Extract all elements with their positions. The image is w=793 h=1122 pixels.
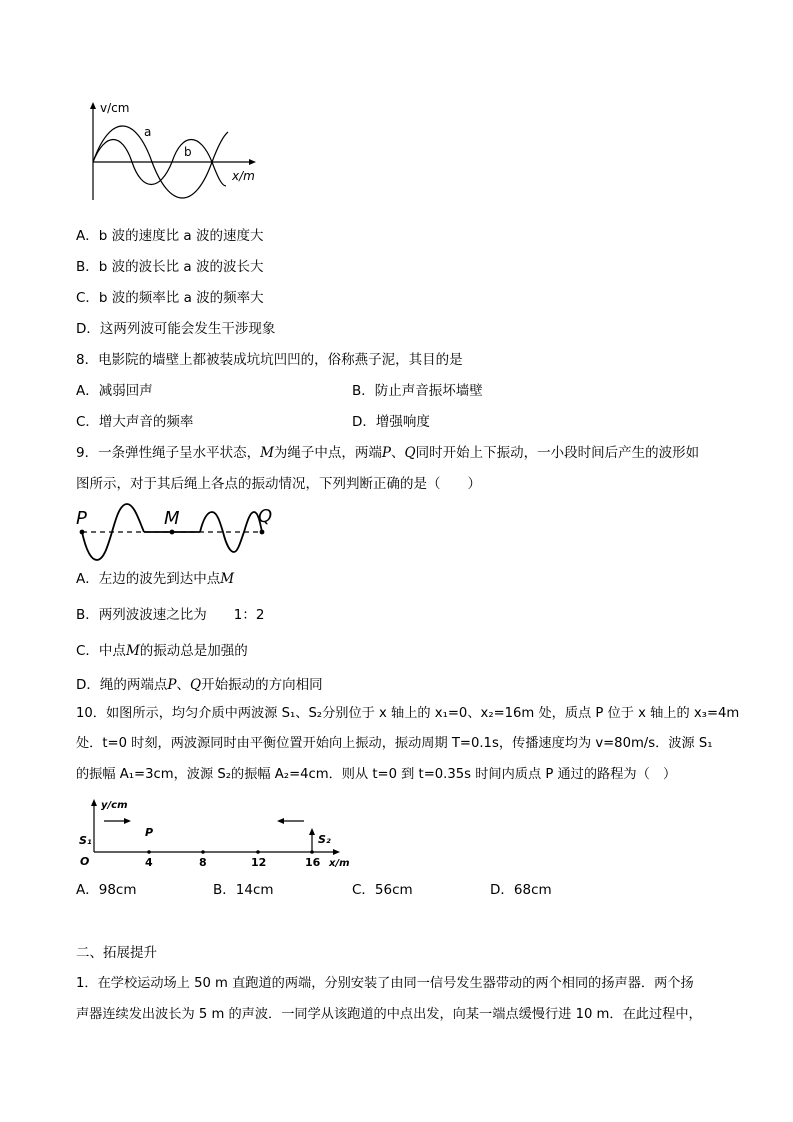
q9-stem-sep: 、 bbox=[391, 445, 405, 461]
tick-8-dot bbox=[201, 850, 205, 854]
wave-sources-figure bbox=[74, 794, 364, 870]
q9-stem-part3: 同时开始上下振动，一小段时间后产生的波形如 bbox=[415, 445, 700, 461]
q9-stem-P: P bbox=[381, 445, 392, 461]
q10-stem-line1: 10．如图所示，均匀介质中两波源 S₁、S₂分别位于 x 轴上的 x₁=0、x₂=16m 处，质点 P 位于 x 轴上的 x₃=4m bbox=[76, 706, 740, 721]
q8-stem: 8．电影院的墙壁上都被装成坑坑凹凹的，俗称燕子泥，其目的是 bbox=[76, 352, 463, 368]
q10-option-d: D．68cm bbox=[490, 882, 552, 898]
point-M-dot bbox=[170, 530, 175, 535]
q10-stem-line3: 的振幅 A₁=3cm，波源 S₂的振幅 A₂=4cm．则从 t=0 到 t=0.35s 时间内质点 P 通过的路程为（ ） bbox=[76, 767, 677, 782]
label-P: P bbox=[76, 508, 87, 529]
q9-stem-Q: Q bbox=[404, 445, 416, 461]
tick-4-dot bbox=[147, 850, 151, 854]
q8-option-c: C．增大声音的频率 bbox=[76, 414, 194, 430]
section2-q1-line1: 1．在学校运动场上 50 m 直跑道的两端，分别安装了由同一信号发生器带动的两个相同的扬声器．两个扬 bbox=[76, 976, 694, 991]
q8-option-a: A．减弱回声 bbox=[76, 383, 153, 399]
q9-option-c-part1: C．中点 bbox=[76, 643, 126, 659]
q10-stem-line2: 处．t=0 时刻，两波源同时由平衡位置开始向上振动，振动周期 T=0.1s，传播速度均为 v=80m/s．波源 S₁ bbox=[76, 736, 713, 751]
q9-option-b: B．两列波波速之比为 1：2 bbox=[76, 607, 265, 623]
label-Q: Q bbox=[258, 506, 273, 527]
section2-heading: 二、拓展提升 bbox=[76, 945, 157, 961]
q10-option-c: C．56cm bbox=[352, 882, 413, 898]
q9-option-a-text: A．左边的波先到达中点 bbox=[76, 571, 221, 587]
q9-option-d bbox=[76, 675, 323, 695]
point-P-dot bbox=[80, 530, 85, 535]
fig3-xlabel: x/m bbox=[329, 858, 350, 869]
tick-16-dot bbox=[310, 850, 314, 854]
tick-12-dot bbox=[256, 850, 260, 854]
fig1-xlabel: x/m bbox=[232, 169, 255, 183]
y-axis-arrow bbox=[90, 102, 96, 109]
wave-ab-figure bbox=[80, 98, 270, 208]
source-S2-arrow-head bbox=[309, 828, 315, 835]
q9-stem-line2: 图所示，对于其后绳上各点的振动情况，下列判断正确的是（ ） bbox=[76, 476, 481, 492]
label-S2: S₂ bbox=[318, 833, 331, 846]
label-origin: O bbox=[80, 855, 90, 868]
q7-option-a: A．b 波的速度比 a 波的速度大 bbox=[76, 228, 264, 244]
point-Q-dot bbox=[260, 530, 265, 535]
q9-option-c-part2: 的振动总是加强的 bbox=[139, 643, 248, 659]
q9-stem-line1 bbox=[76, 443, 699, 463]
q7-option-d: D．这两列波可能会发生干涉现象 bbox=[76, 321, 276, 337]
label-M: M bbox=[164, 508, 180, 529]
q10-option-a: A．98cm bbox=[76, 882, 137, 898]
arrow-left-head bbox=[277, 818, 284, 824]
fig1-label-b: b bbox=[184, 145, 192, 159]
q7-option-c: C．b 波的频率比 a 波的频率大 bbox=[76, 290, 264, 306]
q9-stem-part2: 为绳子中点，两端 bbox=[273, 445, 382, 461]
q9-stem-M: M bbox=[260, 445, 274, 461]
q9-option-c-M: M bbox=[125, 643, 140, 659]
fig1-label-a: a bbox=[144, 125, 152, 139]
q10-option-b: B．14cm bbox=[213, 882, 274, 898]
arrow-right-head bbox=[124, 818, 131, 824]
tick-label-12: 12 bbox=[251, 856, 267, 869]
q9-option-a-M: M bbox=[220, 571, 235, 587]
q9-option-d-P: P bbox=[167, 677, 177, 693]
fig3-y-axis-arrow bbox=[91, 799, 97, 806]
q9-option-d-part1: D．绳的两端点 bbox=[76, 677, 168, 693]
q8-option-d: D．增强响度 bbox=[352, 414, 430, 430]
q9-option-a bbox=[76, 569, 234, 589]
tick-label-16: 16 bbox=[305, 856, 321, 869]
tick-label-4: 4 bbox=[145, 856, 153, 869]
label-P: P bbox=[145, 826, 154, 839]
section2-q1-line2: 声器连续发出波长为 5 m 的声波．一同学从该跑道的中点出发，向某一端点缓慢行进 10 m．在此过程中， bbox=[76, 1007, 702, 1022]
q8-option-b: B．防止声音振坏墙壁 bbox=[352, 383, 483, 399]
q7-option-b: B．b 波的波长比 a 波的波长大 bbox=[76, 259, 264, 275]
fig1-ylabel: v/cm bbox=[100, 101, 130, 115]
q9-option-c bbox=[76, 641, 248, 661]
tick-label-8: 8 bbox=[199, 856, 207, 869]
rope-wave-figure bbox=[72, 500, 282, 568]
q9-stem-part1: 9．一条弹性绳子呈水平状态， bbox=[76, 445, 261, 461]
q9-option-d-Q: Q bbox=[190, 677, 202, 693]
label-S1: S₁ bbox=[79, 834, 92, 847]
q9-option-d-part2: 开始振动的方向相同 bbox=[201, 677, 323, 693]
x-axis-arrow bbox=[249, 159, 256, 165]
fig3-ylabel: y/cm bbox=[101, 800, 128, 811]
q9-option-d-sep: 、 bbox=[176, 677, 190, 693]
fig3-x-axis-arrow bbox=[333, 849, 340, 855]
